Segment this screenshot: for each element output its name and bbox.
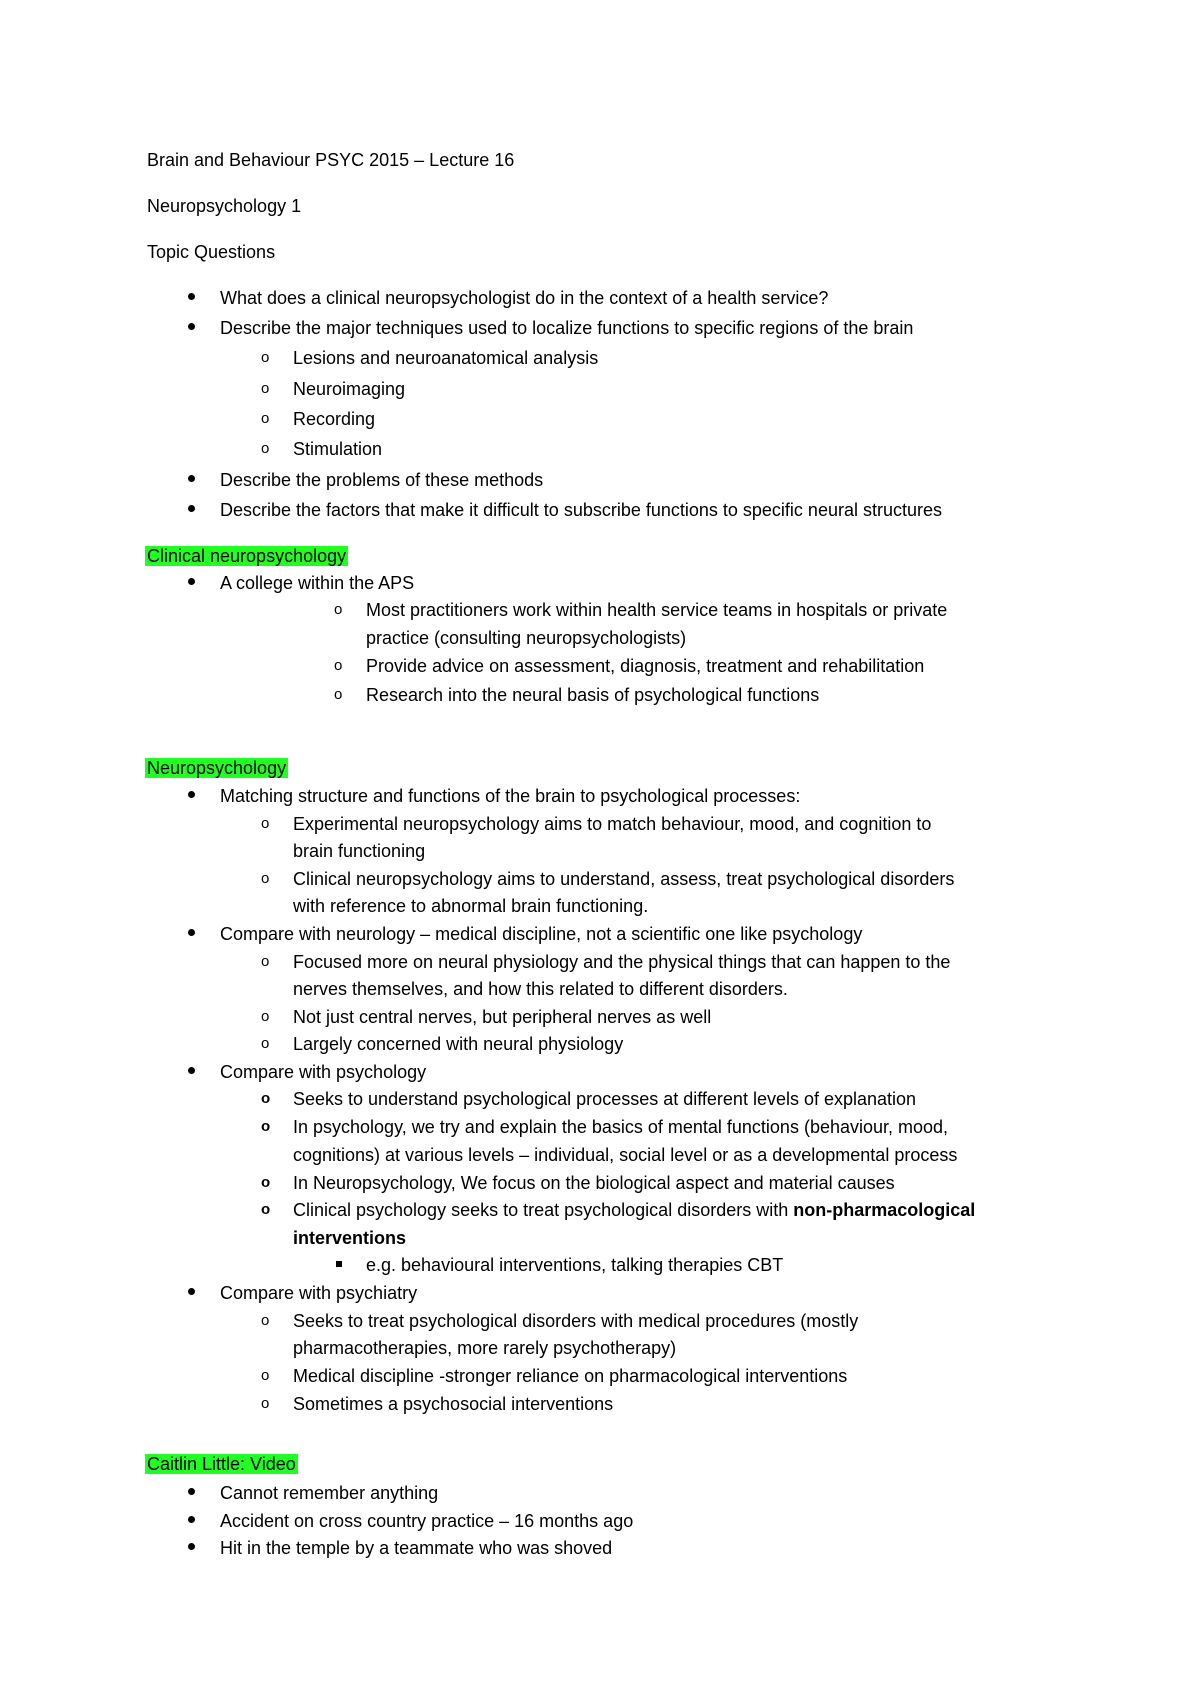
sub-bullet-icon: o — [261, 815, 270, 832]
bullet-icon — [188, 475, 195, 482]
sub-bullet-icon: o — [261, 410, 270, 427]
list-item: Matching structure and functions of the brain to psychological processes: — [220, 786, 801, 806]
list-item — [293, 1198, 975, 1222]
bullet-icon — [188, 323, 195, 330]
bullet-icon — [188, 293, 195, 300]
sub-bullet-icon: o — [261, 380, 270, 397]
sub-bullet-icon: o — [261, 1035, 270, 1052]
list-item: Accident on cross country practice – 16 months ago — [220, 1511, 634, 1531]
list-item-continuation: with reference to abnormal brain functioning. — [293, 896, 649, 916]
bullet-icon — [188, 1543, 195, 1550]
list-item: Compare with psychiatry — [220, 1283, 418, 1303]
list-item: A college within the APS — [220, 573, 415, 593]
list-item-continuation: brain functioning — [293, 841, 426, 861]
list-item: In Neuropsychology, We focus on the biological aspect and material causes — [293, 1173, 895, 1193]
sub-bullet-icon: o — [261, 1008, 270, 1025]
list-item: Compare with neurology – medical discipline, not a scientific one like psychology — [220, 924, 863, 944]
bullet-icon — [188, 1516, 195, 1523]
list-item: Lesions and neuroanatomical analysis — [293, 348, 599, 368]
list-item-continuation: pharmacotherapies, more rarely psychotherapy) — [293, 1338, 677, 1358]
sub-bullet-icon: o — [261, 1118, 271, 1135]
bullet-icon — [188, 1067, 195, 1074]
list-item: Stimulation — [293, 439, 383, 459]
sub-bullet-icon: o — [261, 1395, 270, 1412]
bullet-icon — [188, 505, 195, 512]
list-item-continuation: cognitions) at various levels – individual, social level or as a developmental process — [293, 1145, 958, 1165]
list-item: Provide advice on assessment, diagnosis, treatment and rehabilitation — [366, 656, 925, 676]
list-item: Not just central nerves, but peripheral nerves as well — [293, 1007, 712, 1027]
square-bullet-icon — [336, 1261, 342, 1267]
list-item: Sometimes a psychosocial interventions — [293, 1394, 614, 1414]
list-item: Focused more on neural physiology and the physical things that can happen to the — [293, 952, 951, 972]
sub-bullet-icon: o — [334, 657, 343, 674]
sub-bullet-icon: o — [261, 440, 270, 457]
list-item: What does a clinical neuropsychologist do in the context of a health service? — [220, 288, 829, 308]
sub-bullet-icon: o — [334, 686, 343, 703]
bullet-icon — [188, 578, 195, 585]
list-item: Describe the factors that make it difficult to subscribe functions to specific neural structures — [220, 500, 942, 520]
list-item: Largely concerned with neural physiology — [293, 1034, 624, 1054]
list-item: Most practitioners work within health service teams in hospitals or private — [366, 600, 948, 620]
bold-term: non-pharmacological — [793, 1200, 976, 1220]
sub-bullet-icon: o — [261, 953, 270, 970]
highlighted-heading: Neuropsychology — [147, 758, 287, 778]
bullet-icon — [188, 1488, 195, 1495]
bullet-icon — [188, 791, 195, 798]
list-item: Clinical neuropsychology aims to understand, assess, treat psychological disorders — [293, 869, 955, 889]
sub-bullet-icon: o — [261, 870, 270, 887]
list-item: Recording — [293, 409, 376, 429]
bullet-icon — [188, 1288, 195, 1295]
list-item: Experimental neuropsychology aims to match behaviour, mood, and cognition to — [293, 814, 932, 834]
sub-bullet-icon: o — [261, 1201, 271, 1218]
section-heading — [145, 1452, 298, 1476]
list-item: In psychology, we try and explain the basics of mental functions (behaviour, mood, — [293, 1117, 949, 1137]
list-item: Describe the problems of these methods — [220, 470, 544, 490]
highlighted-heading: Caitlin Little: Video — [147, 1454, 296, 1474]
list-item-continuation: nerves themselves, and how this related to different disorders. — [293, 979, 788, 999]
section-heading — [145, 544, 348, 568]
sub-bullet-icon: o — [261, 1367, 270, 1384]
list-item: Hit in the temple by a teammate who was shoved — [220, 1538, 613, 1558]
list-item-continuation: practice (consulting neuropsychologists) — [366, 628, 687, 648]
sub-bullet-icon: o — [334, 601, 343, 618]
document-title: Brain and Behaviour PSYC 2015 – Lecture 16 — [147, 150, 515, 170]
list-item: Cannot remember anything — [220, 1483, 439, 1503]
sub-bullet-icon: o — [261, 1174, 271, 1191]
list-item: Seeks to understand psychological processes at different levels of explanation — [293, 1089, 917, 1109]
bullet-icon — [188, 929, 195, 936]
highlighted-heading: Clinical neuropsychology — [147, 546, 347, 566]
sub-bullet-icon: o — [261, 1312, 270, 1329]
list-item: Describe the major techniques used to localize functions to specific regions of the brain — [220, 318, 914, 338]
section-heading — [145, 756, 288, 780]
list-item: Seeks to treat psychological disorders with medical procedures (mostly — [293, 1311, 859, 1331]
list-item: e.g. behavioural interventions, talking therapies CBT — [366, 1255, 784, 1275]
sub-bullet-icon: o — [261, 349, 270, 366]
list-item-text: Clinical psychology seeks to treat psychological disorders with — [293, 1200, 794, 1220]
document-subtitle: Neuropsychology 1 — [147, 196, 302, 216]
list-item: Research into the neural basis of psychological functions — [366, 685, 820, 705]
list-item: Medical discipline -stronger reliance on pharmacological interventions — [293, 1366, 848, 1386]
list-item: Neuroimaging — [293, 379, 406, 399]
list-item: Compare with psychology — [220, 1062, 427, 1082]
sub-bullet-icon: o — [261, 1090, 271, 1107]
list-item-continuation: interventions — [293, 1228, 407, 1248]
topic-questions-heading: Topic Questions — [147, 242, 276, 262]
